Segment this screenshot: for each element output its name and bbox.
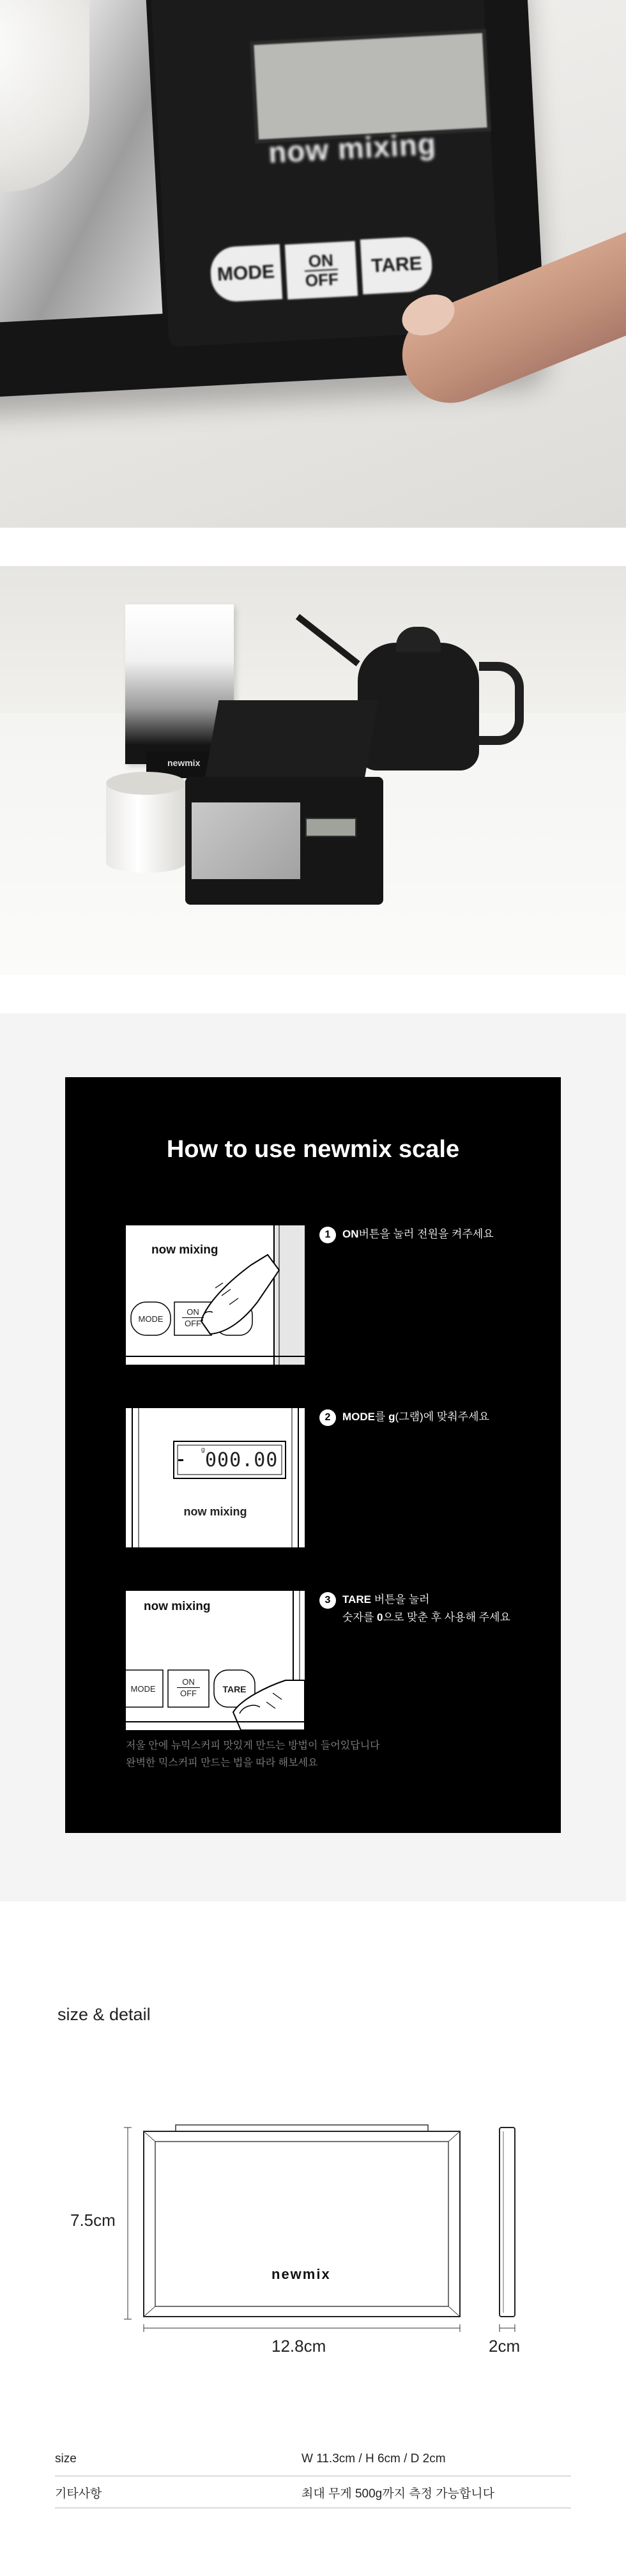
- illus3-onoff: [168, 1676, 209, 1699]
- illus1-brand: now mixing: [151, 1243, 218, 1257]
- step-2-mid: 를: [375, 1411, 389, 1423]
- lcd-display: [250, 29, 491, 143]
- off-label: OFF: [305, 269, 339, 291]
- panel-brand: now mixing: [267, 127, 438, 169]
- illus3-tare: TARE: [222, 1684, 247, 1694]
- step-3-bold: TARE: [342, 1593, 372, 1606]
- paper-cup-rim: [106, 772, 186, 795]
- how-to-use-section: [0, 1013, 626, 1901]
- dimension-drawing: [0, 1936, 626, 2383]
- scale-case-lid: [203, 700, 379, 790]
- size-detail-section: [0, 1936, 626, 2576]
- illus1-tare: [215, 1314, 252, 1324]
- instruction-card: [65, 1077, 561, 1833]
- package-label: newmix: [167, 758, 201, 768]
- illustration-step-2: [126, 1408, 305, 1547]
- step-3-line1: [319, 1591, 510, 1609]
- spec-row-etc: [55, 2476, 571, 2508]
- spec-value: W 11.3cm / H 6cm / D 2cm: [302, 2452, 446, 2465]
- width-dimension: 12.8cm: [271, 2336, 326, 2356]
- illus2-display: 000.00: [205, 1449, 279, 1471]
- illus3-brand: now mixing: [144, 1600, 211, 1613]
- step-3-line2-post: 으로 맞춘 후 사용해 주세요: [383, 1611, 511, 1623]
- size-detail-title: size & detail: [57, 2005, 151, 2024]
- spec-row-size: [55, 2444, 571, 2476]
- illus3-on: ON: [182, 1677, 195, 1687]
- hero-photo: [0, 0, 626, 528]
- step-2-bold2: g: [388, 1411, 395, 1423]
- illus1-off: OFF: [182, 1317, 204, 1329]
- step-1-text: 버튼을 눌러 전원을 켜주세요: [358, 1228, 494, 1240]
- onoff-button-photo: [285, 241, 358, 300]
- step-1-bold: ON: [342, 1228, 359, 1240]
- step-2-text: (그램)에 맞춰주세요: [395, 1411, 489, 1423]
- note-line-2: 완벽한 믹스커피 만드는 법을 따라 해보세요: [126, 1758, 318, 1768]
- kettle-handle: [479, 662, 524, 745]
- step-2-bold: MODE: [342, 1411, 375, 1423]
- illus1-onoff: [174, 1307, 211, 1329]
- tare-button-photo: TARE: [360, 236, 433, 295]
- mode-button-photo: MODE: [210, 244, 282, 303]
- illus2-brand: now mixing: [183, 1505, 247, 1518]
- step-2: [319, 1408, 489, 1426]
- scale-plate: [192, 802, 300, 879]
- illus3-off: OFF: [177, 1687, 200, 1699]
- instruction-note: [126, 1737, 380, 1772]
- illus2-unit: g: [201, 1446, 205, 1453]
- product-photo: [0, 566, 626, 975]
- step-1-number: 1: [319, 1227, 336, 1243]
- illustration-step-1: [126, 1225, 305, 1365]
- scale-logo: newmix: [271, 2266, 331, 2282]
- wall: [0, 566, 626, 713]
- step-3-line2-pre: 숫자를: [342, 1611, 377, 1623]
- how-to-title: How to use newmix scale: [166, 1136, 460, 1163]
- illus3-mode: MODE: [130, 1684, 156, 1694]
- step-3-number: 3: [319, 1592, 336, 1609]
- scale-lcd: [305, 818, 356, 837]
- step-3-line2: [319, 1609, 510, 1627]
- spec-value: 최대 무게 500g까지 측정 가능합니다: [302, 2487, 494, 2501]
- spec-key: 기타사항: [55, 2487, 102, 2501]
- step-3: [319, 1591, 510, 1627]
- illustration-step-2-drawing: [126, 1408, 305, 1547]
- illus1-mode: MODE: [138, 1314, 164, 1324]
- step-1: [319, 1225, 494, 1243]
- depth-dimension: 2cm: [489, 2336, 521, 2356]
- illustration-step-3: [126, 1591, 305, 1730]
- step-2-number: 2: [319, 1409, 336, 1426]
- note-line-1: 저울 안에 뉴믹스커피 맛있게 만드는 방법이 들어있답니다: [126, 1740, 380, 1751]
- height-dimension: 7.5cm: [70, 2211, 116, 2230]
- illus1-on: ON: [187, 1307, 199, 1317]
- step-3-text: 버튼을 눌러: [371, 1593, 430, 1606]
- step-3-line2-bold: 0: [377, 1611, 383, 1623]
- spec-key: size: [55, 2452, 77, 2465]
- on-label: ON: [307, 250, 334, 272]
